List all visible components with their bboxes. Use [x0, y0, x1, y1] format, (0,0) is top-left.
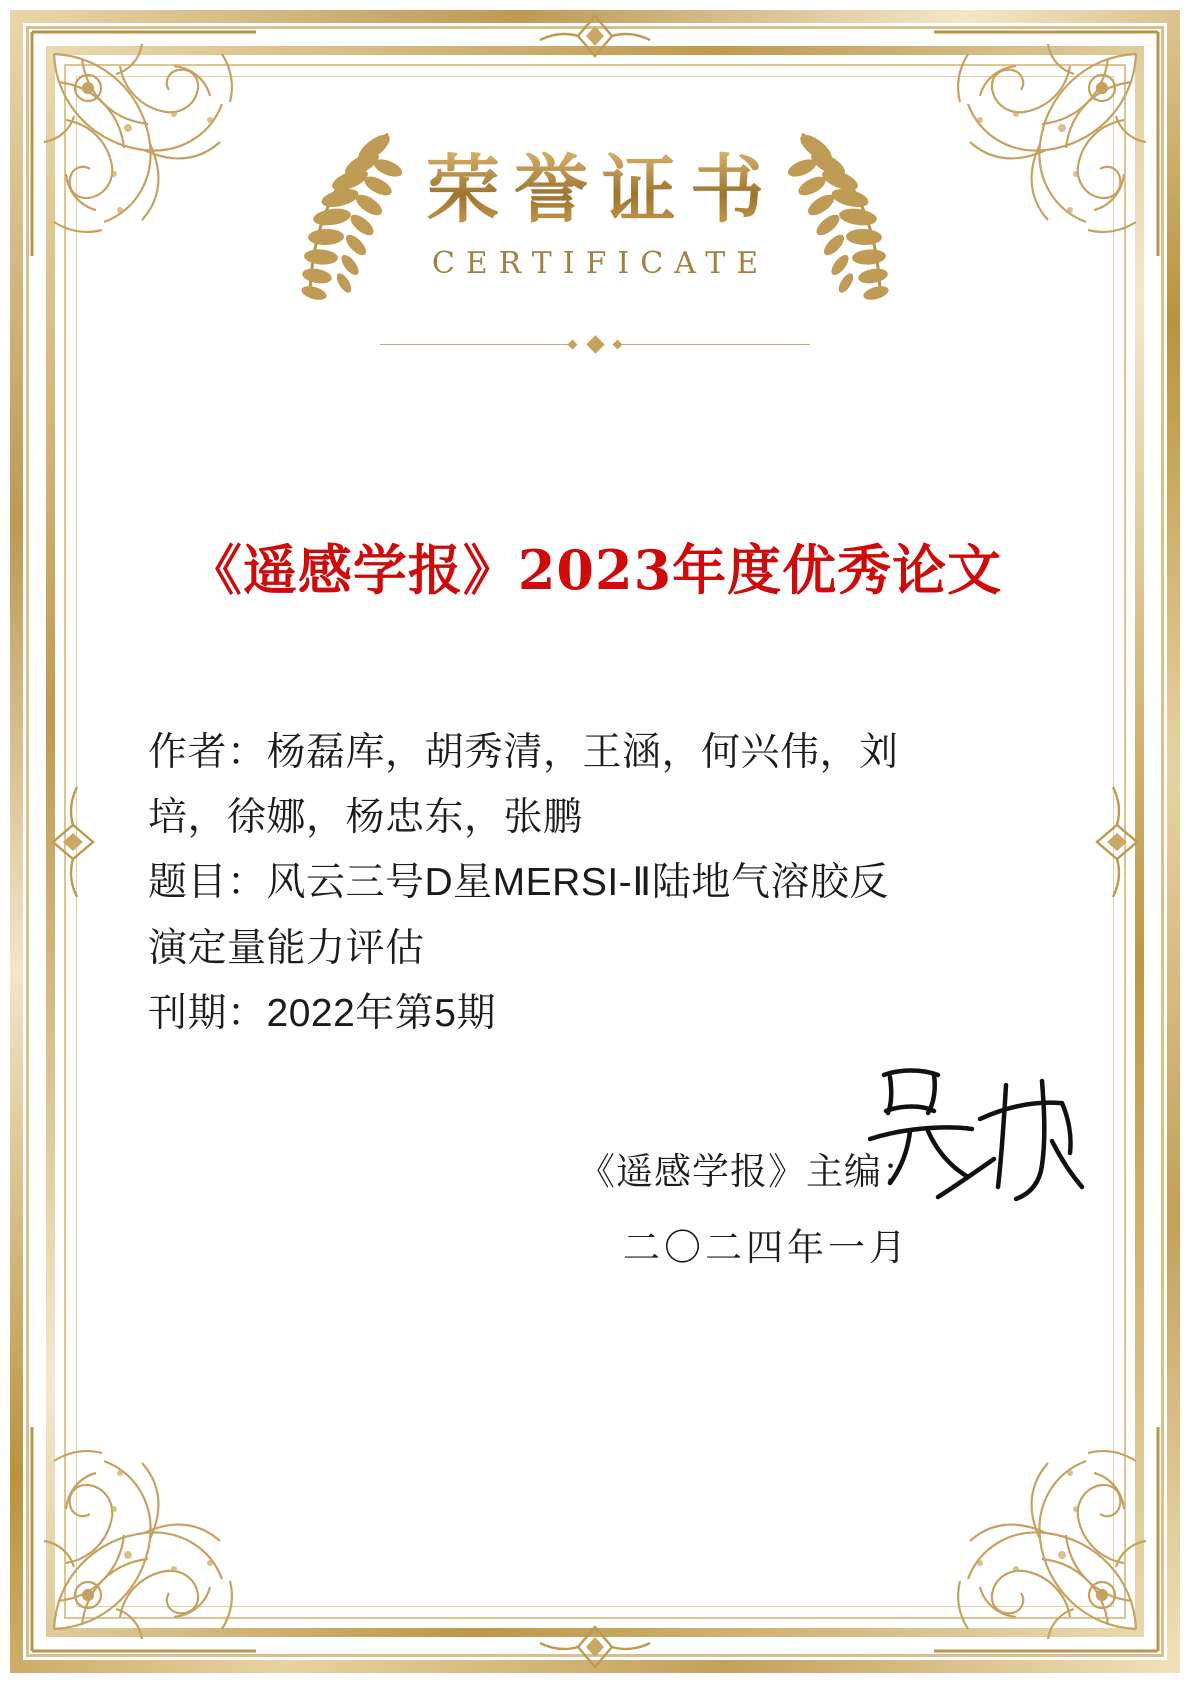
title-with-wreaths — [100, 120, 1090, 310]
edge-ornament-icon — [530, 10, 660, 66]
handwritten-signature-icon — [856, 1045, 1096, 1215]
edge-ornament-icon — [530, 1617, 660, 1673]
authors-line-2: 培，徐娜，杨忠东，张鹏 — [148, 796, 583, 840]
paper-title-line-1: 题目：风云三号D星MERSI-Ⅱ陆地气溶胶反 — [148, 861, 889, 905]
certificate-title-en: CERTIFICATE — [431, 245, 770, 281]
edge-ornament-icon — [47, 777, 103, 907]
award-title: 《遥感学报》2023年度优秀论文 — [187, 538, 1003, 602]
diamond-divider-icon — [380, 336, 810, 352]
certificate-title-block — [408, 149, 782, 281]
authors-line-1: 作者：杨磊库，胡秀清，王涵，何兴伟，刘 — [148, 731, 899, 774]
laurel-wreath-right-icon — [788, 120, 920, 310]
certificate-header — [100, 120, 1090, 410]
signature-block — [100, 1141, 1090, 1271]
certificate-title-cn: 荣誉证书 — [412, 149, 778, 232]
issue-line: 刊期：2022年第5期 — [148, 991, 496, 1035]
signer-label: 《遥感学报》主编： — [578, 1150, 920, 1192]
edge-ornament-icon — [1087, 777, 1143, 907]
certificate-content — [100, 120, 1090, 1573]
certificate-body — [100, 721, 1090, 1045]
laurel-wreath-left-icon — [270, 120, 402, 310]
paper-title-line-2: 演定量能力评估 — [148, 926, 425, 970]
signature-date: 二〇二四年一月 — [623, 1226, 910, 1268]
